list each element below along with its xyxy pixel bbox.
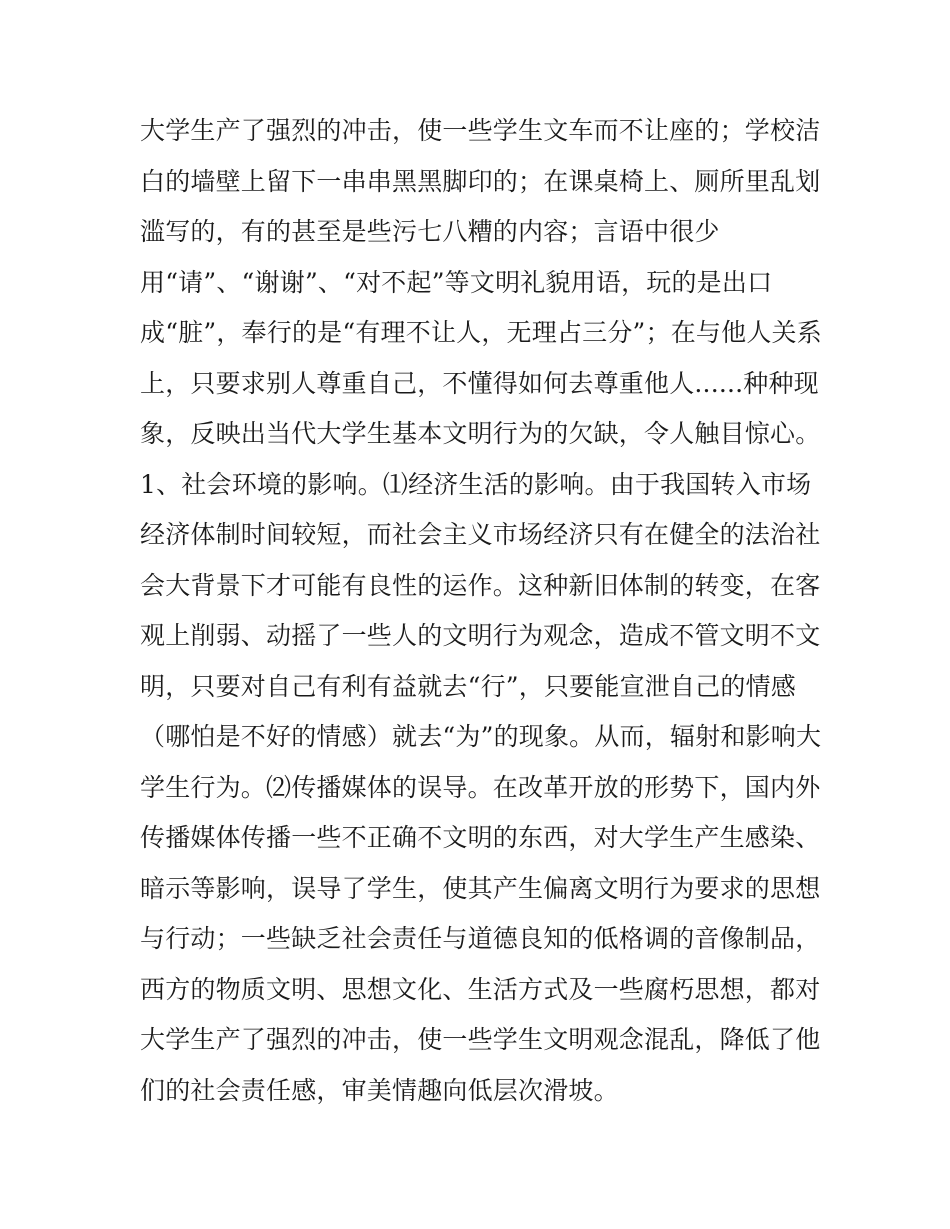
- text-line: （哪怕是不好的情感）就去“为”的现象。从而，辐射和影响大: [140, 722, 822, 751]
- text-line: 经济体制时间较短，而社会主义市场经济只有在健全的法治社: [140, 520, 821, 549]
- text-line: 白的墙壁上留下一串串黑黑脚印的；在课桌椅上、厕所里乱划: [140, 166, 821, 196]
- text-line: 滥写的，有的甚至是些污七八糟的内容；言语中很少: [140, 217, 720, 246]
- text-line: 明，只要对自己有利有益就去“行”，只要能宣泄自己的情感: [140, 671, 796, 701]
- text-line: 象，反映出当代大学生基本文明行为的欠缺，令人触目惊心。: [140, 419, 821, 448]
- text-line: 传播媒体传播一些不正确不文明的东西，对大学生产生感染、: [140, 823, 821, 852]
- text-line: 大学生产了强烈的冲击，使一些学生文车而不让座的；学校洁: [140, 116, 821, 145]
- text-line: 成“脏”，奉行的是“有理不让人，无理占三分”；在与他人关系: [140, 318, 822, 347]
- text-line: 大学生产了强烈的冲击，使一些学生文明观念混乱，降低了他: [140, 1025, 821, 1054]
- text-line: 学生行为。⑵传播媒体的误导。在改革开放的形势下，国内外: [140, 772, 821, 802]
- text-line: 会大背景下才可能有良性的运作。这种新旧体制的转变，在客: [140, 570, 821, 600]
- body-text: [140, 106, 820, 1116]
- text-line: 1、社会环境的影响。⑴经济生活的影响。由于我国转入市场: [140, 469, 812, 499]
- text-line: 西方的物质文明、思想文化、生活方式及一些腐朽思想，都对: [140, 974, 821, 1004]
- text-line: 观上削弱、动摇了一些人的文明行为观念，造成不管文明不文: [140, 621, 821, 650]
- text-line: 们的社会责任感，审美情趣向低层次滑坡。: [140, 1075, 619, 1105]
- text-line: 上，只要求别人尊重自己，不懂得如何去尊重他人......种种现: [140, 368, 819, 398]
- text-line: 暗示等影响，误导了学生，使其产生偏离文明行为要求的思想: [140, 873, 821, 903]
- text-line: 用“请”、“谢谢”、“对不起”等文明礼貌用语，玩的是出口: [140, 267, 773, 297]
- text-line: 与行动；一些缺乏社会责任与道德良知的低格调的音像制品，: [140, 924, 821, 953]
